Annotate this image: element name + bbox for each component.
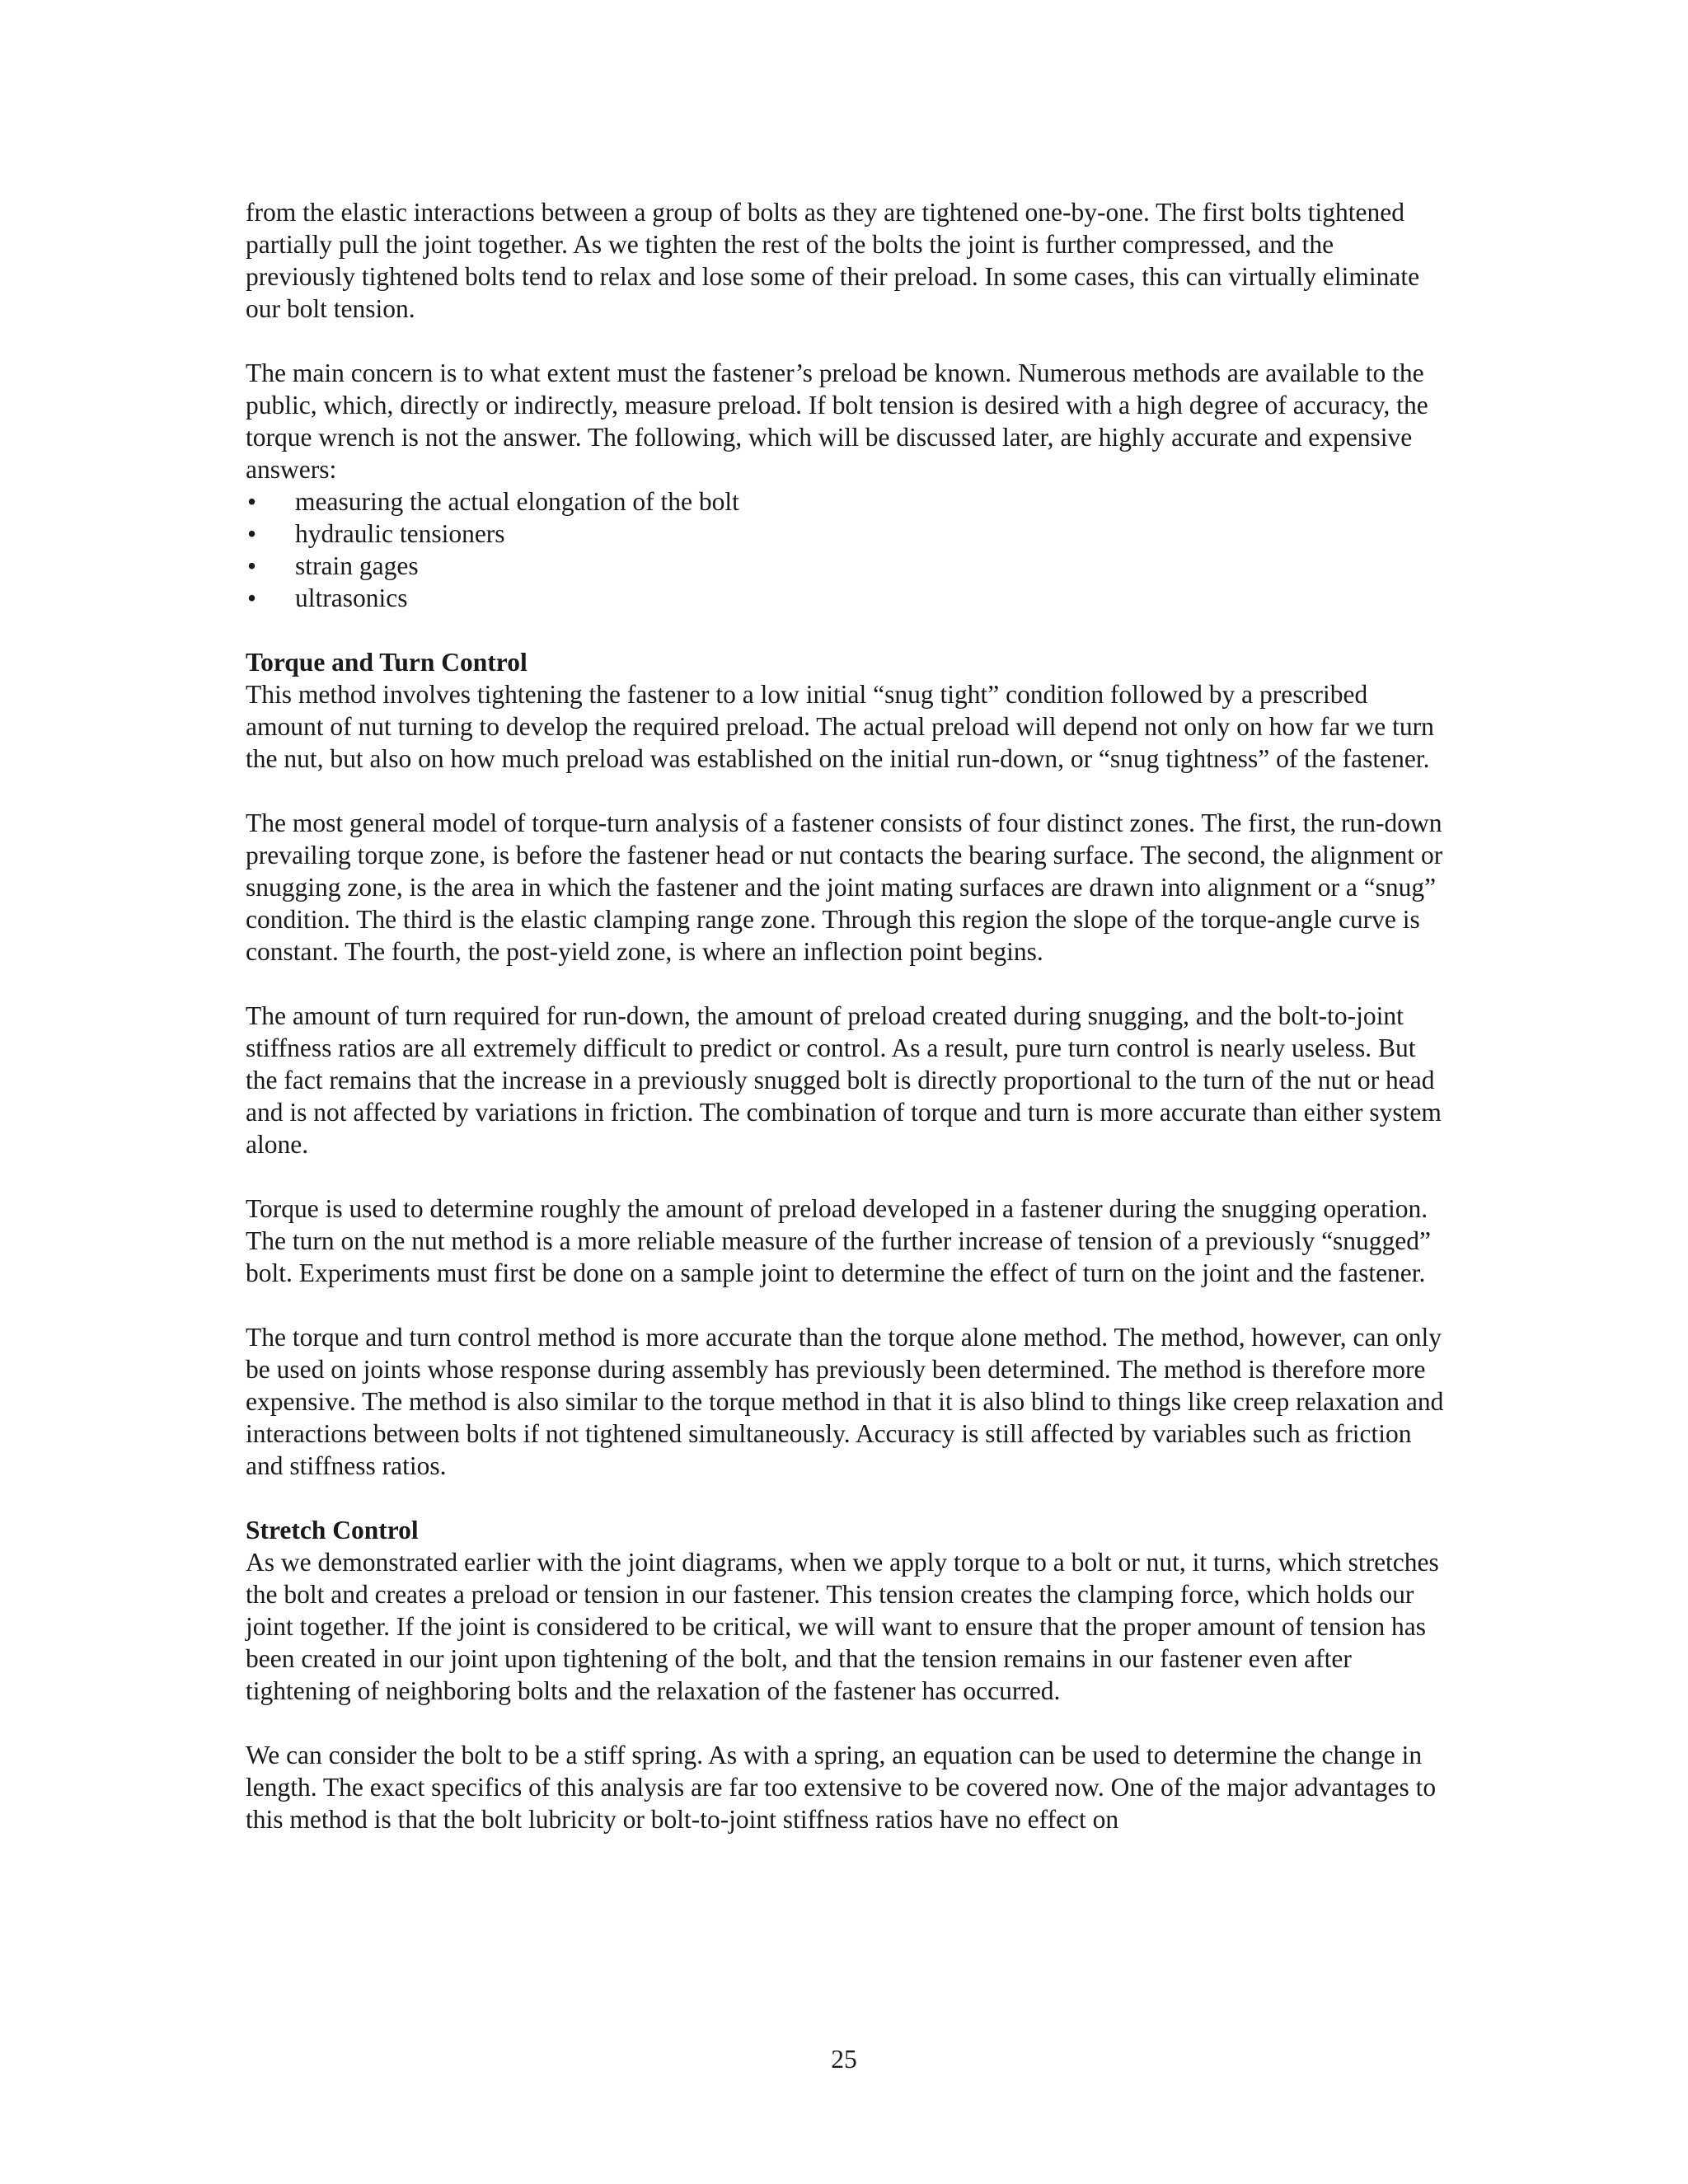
list-item bbox=[246, 582, 1449, 614]
list-item-text: measuring the actual elongation of the bolt bbox=[295, 487, 739, 516]
heading-torque-turn-control: Torque and Turn Control bbox=[246, 648, 528, 677]
paragraph-torque-turn-zones: The most general model of torque-turn analysis of a fastener consists of four distinct zones. The first, the run-down prevailing torque zone, is before the fastener head or nut contacts the bearing surface. The second, the alignment or snugging zone, is the area in which the fastener and the joint mating surfaces are drawn into alignment or a “snug” condition. The third is the elastic clamping range zone. Through this region the slope of the torque-angle curve is constant. The fourth, the post-yield zone, is where an inflection point begins. bbox=[246, 808, 1443, 966]
paragraph-torque-turn-accuracy: The torque and turn control method is more accurate than the torque alone method. The method, however, can only be used on joints whose response during assembly has previously been determined. The method is therefore more expensive. The method is also similar to the torque method in that it is also blind to things like creep relaxation and interactions between bolts if not tightened simultaneously. Accuracy is still affected by variables such as friction and stiffness ratios. bbox=[246, 1323, 1444, 1480]
bullet-icon: • bbox=[247, 551, 257, 580]
list-item-text: ultrasonics bbox=[295, 583, 408, 612]
heading-stretch-control: Stretch Control bbox=[246, 1516, 419, 1544]
paragraph-stiff-spring: We can consider the bolt to be a stiff spring. As with a spring, an equation can be used to determine the change in length. The exact specifics of this analysis are far too extensive to be covered now. One of the major advantages to this method is that the bolt lubricity or bolt-to-joint stiffness ratios have no effect on bbox=[246, 1741, 1437, 1834]
preload-methods-list bbox=[246, 485, 1449, 614]
paragraph-preload-concern: The main concern is to what extent must the fastener’s preload be known. Numerous methods are available to the public, which, directly or indirectly, measure preload. If bolt tension is desired with a high degree of accuracy, the torque wrench is not the answer. The following, which will be discussed later, are highly accurate and expensive answers: bbox=[246, 359, 1428, 484]
bullet-icon: • bbox=[247, 583, 257, 612]
list-item-text: strain gages bbox=[295, 551, 419, 580]
list-item bbox=[246, 485, 1449, 518]
bullet-icon: • bbox=[247, 519, 257, 548]
list-item bbox=[246, 550, 1449, 582]
document-page bbox=[246, 196, 1449, 1835]
paragraph-turn-control: The amount of turn required for run-down, the amount of preload created during snugging, and the bolt-to-joint stiffness ratios are all extremely difficult to predict or control. As a result, pure turn control is nearly useless. But the fact remains that the increase in a previously snugged bolt is directly proportional to the turn of the nut or head and is not affected by variations in friction. The combination of torque and turn is more accurate than either system alone. bbox=[246, 1001, 1442, 1159]
list-item-text: hydraulic tensioners bbox=[295, 519, 505, 548]
page-number: 25 bbox=[831, 2045, 857, 2074]
bullet-icon: • bbox=[247, 487, 257, 516]
paragraph-stretch-tension: As we demonstrated earlier with the joint diagrams, when we apply torque to a bolt or nut, it turns, which stretches the bolt and creates a preload or tension in our fastener. This tension creates the clamping force, which holds our joint together. If the joint is considered to be critical, we will want to ensure that the proper amount of tension has been created in our joint upon tightening of the bolt, and that the tension remains in our fastener even after tightening of neighboring bolts and the relaxation of the fastener has occurred. bbox=[246, 1548, 1439, 1705]
paragraph-snugging-operation: Torque is used to determine roughly the amount of preload developed in a fastener during the snugging operation. The turn on the nut method is a more reliable measure of the further increase of tension of a previously “snugged” bolt. Experiments must first be done on a sample joint to determine the effect of turn on the joint and the fastener. bbox=[246, 1194, 1432, 1287]
paragraph-snug-tight-method: This method involves tightening the fastener to a low initial “snug tight” condition followed by a prescribed amount of nut turning to develop the required preload. The actual preload will depend not only on how far we turn the nut, but also on how much preload was established on the initial run-down, or “snug tightness” of the fastener. bbox=[246, 680, 1434, 773]
paragraph-bolt-interactions: from the elastic interactions between a group of bolts as they are tightened one-by-one. The first bolts tightened partially pull the joint together. As we tighten the rest of the bolts the joint is further compressed, and the previously tightened bolts tend to relax and lose some of their preload. In some cases, this can virtually eliminate our bolt tension. bbox=[246, 198, 1420, 323]
list-item bbox=[246, 518, 1449, 550]
